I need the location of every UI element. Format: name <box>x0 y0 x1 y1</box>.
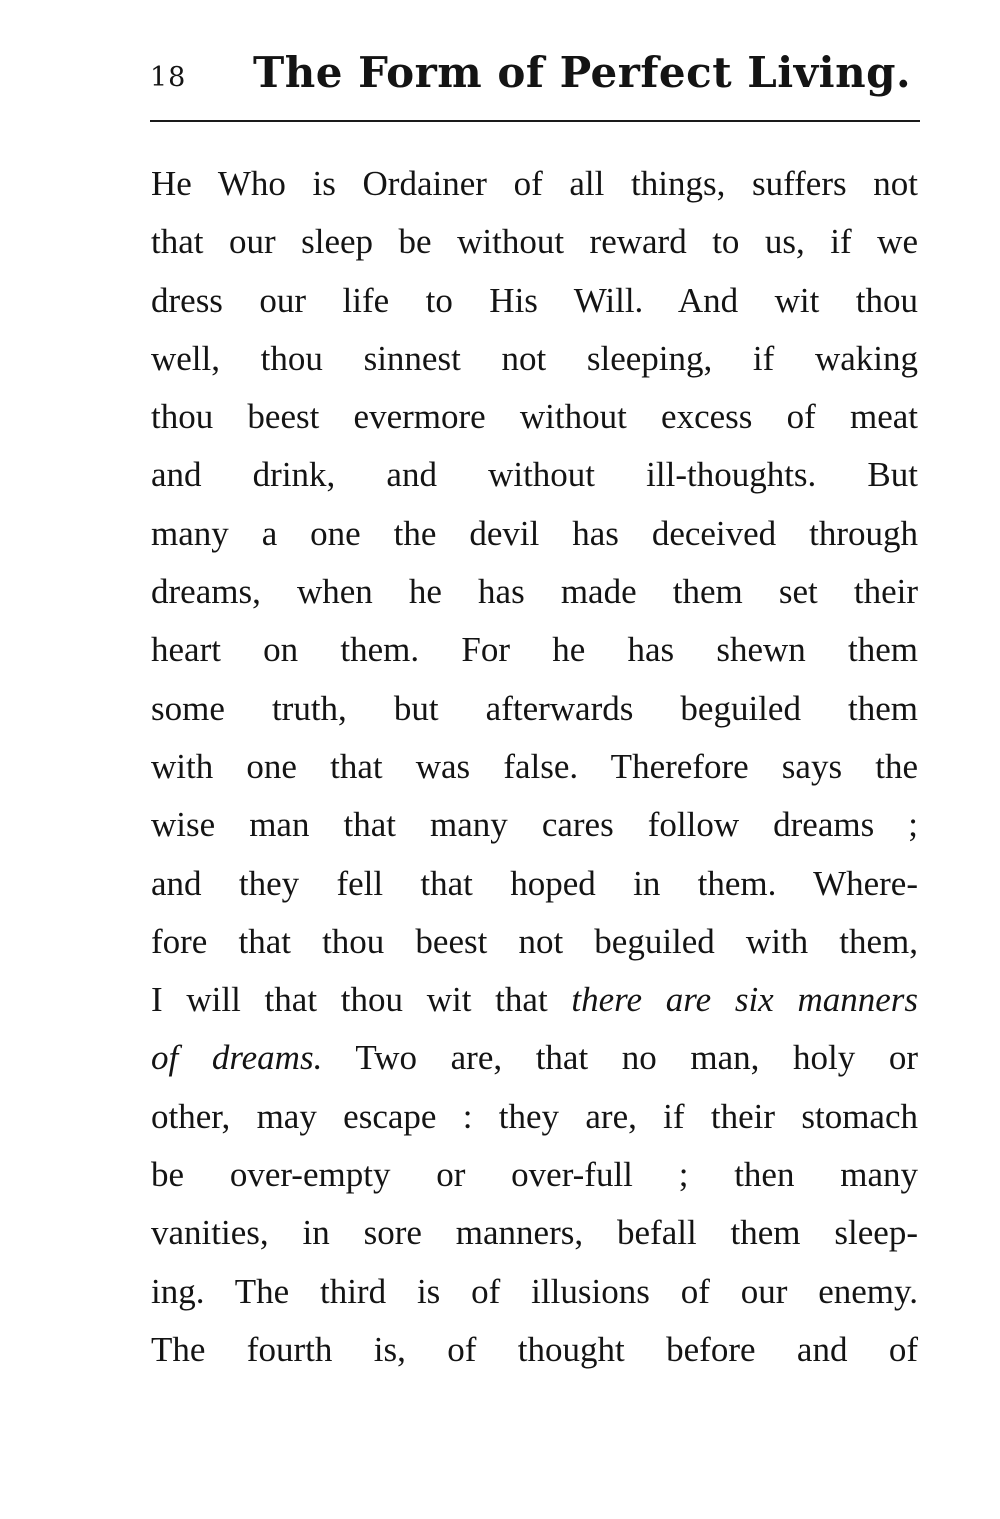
running-head <box>150 48 920 118</box>
text-line: ing. The third is of illusions of our enemy. <box>151 1271 918 1311</box>
italic-phrase: there are six manners <box>571 980 918 1020</box>
text-line: and drink, and without ill-thoughts. But <box>151 455 918 495</box>
body-text <box>151 155 918 1379</box>
text-line: wise man that many cares follow dreams ; <box>151 805 918 845</box>
text-line: vanities, in sore manners, befall them sleep- <box>151 1213 918 1253</box>
header-rule <box>150 120 920 122</box>
text-line: fore that thou beest not beguiled with them, <box>151 921 918 961</box>
text-line: well, thou sinnest not sleeping, if waking <box>151 338 918 378</box>
text-line: dreams, when he has made them set their <box>151 572 918 612</box>
page-number: 18 <box>150 62 187 93</box>
italic-phrase: of dreams. <box>151 1038 323 1078</box>
text-line: thou beest evermore without excess of meat <box>151 397 918 437</box>
text-line: The fourth is, of thought before and of <box>151 1329 918 1369</box>
text-line: heart on them. For he has shewn them <box>151 630 918 670</box>
text-segment: I will that thou wit that <box>151 980 572 1020</box>
text-line: dress our life to His Will. And wit thou <box>151 280 918 320</box>
text-line: that our sleep be without reward to us, if we <box>151 222 918 262</box>
text-line-mixed <box>151 1029 918 1087</box>
text-line: He Who is Ordainer of all things, suffers not <box>151 164 918 203</box>
text-line: many a one the devil has deceived through <box>151 513 918 553</box>
text-line: with one that was false. Therefore says the <box>151 746 918 786</box>
text-line: be over-empty or over-full ; then many <box>151 1155 918 1195</box>
text-line: some truth, but afterwards beguiled them <box>151 688 918 728</box>
text-segment: Two are, that no man, holy or <box>322 1038 918 1078</box>
text-line: other, may escape : they are, if their stomach <box>151 1096 918 1136</box>
running-title: The Form of Perfect Living. <box>253 48 912 97</box>
text-line: and they fell that hoped in them. Where- <box>151 863 918 903</box>
text-line-mixed <box>151 971 918 1029</box>
